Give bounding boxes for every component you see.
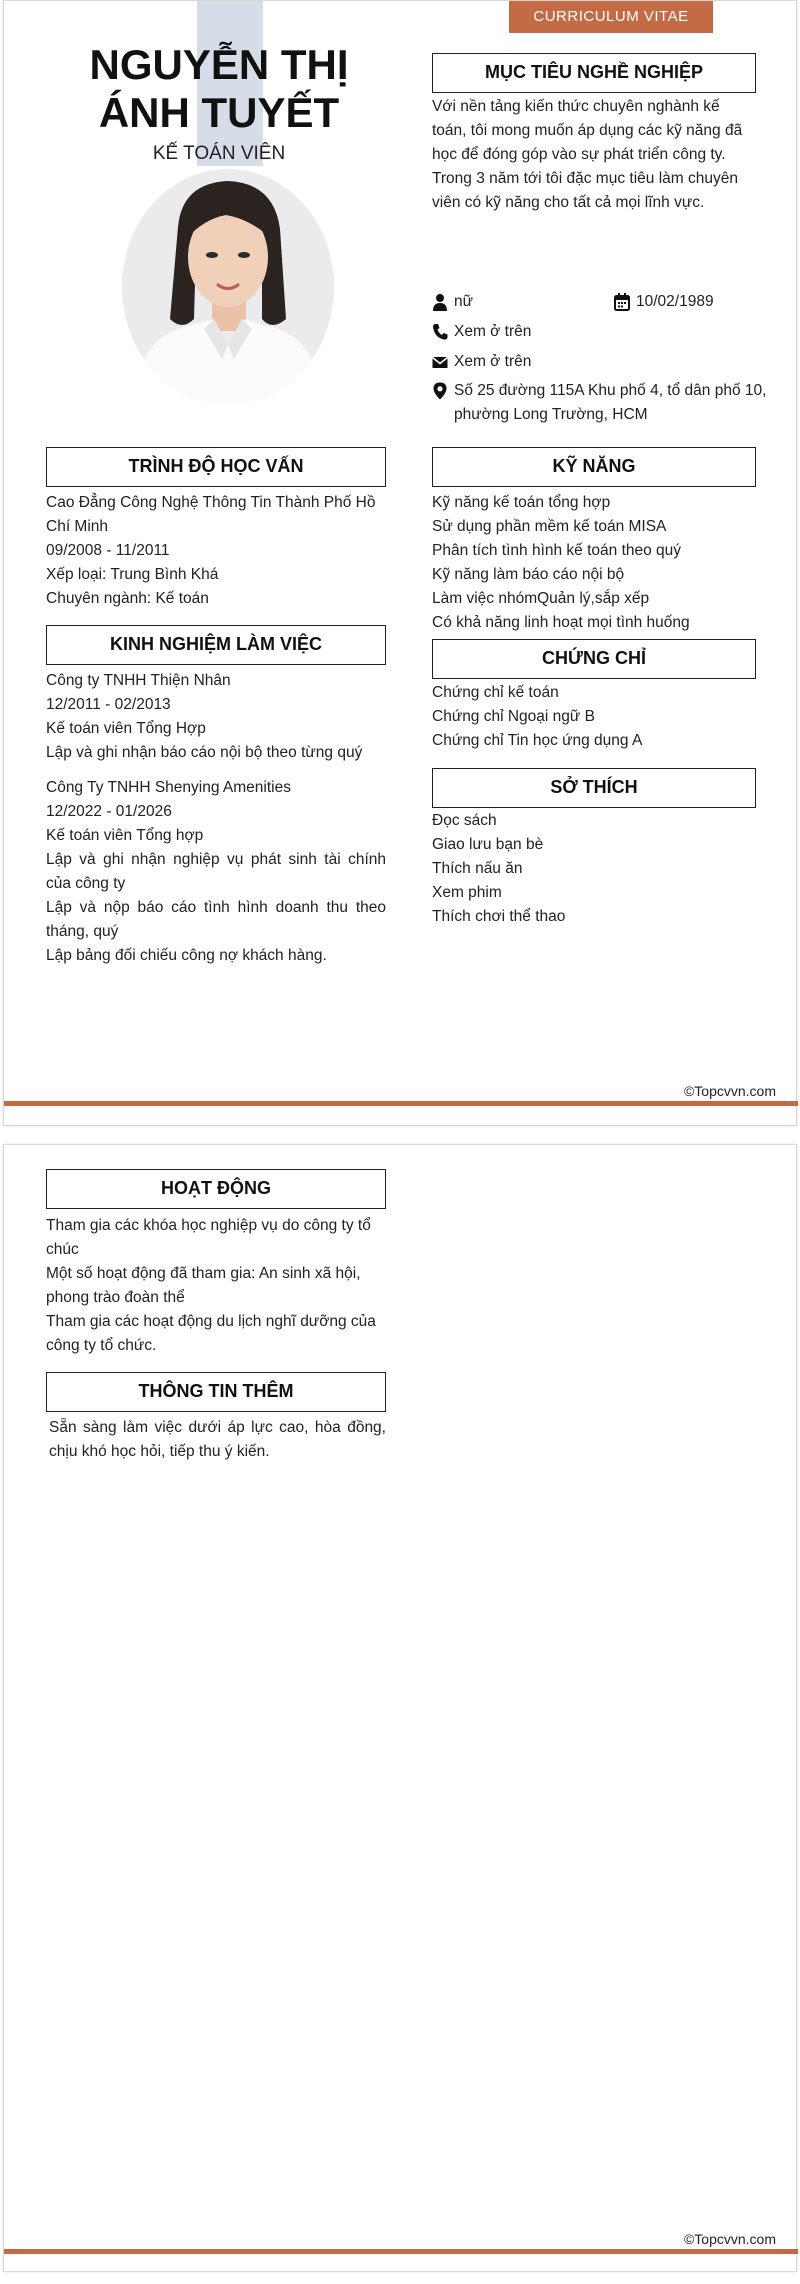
job-position: Kế toán viên Tổng Hợp [46, 720, 206, 737]
education-period: 09/2008 - 11/2011 [46, 542, 170, 559]
hobbies-heading: SỞ THÍCH [432, 768, 756, 808]
footer-rule [4, 2249, 798, 2254]
certificates-list [432, 681, 772, 753]
education-heading: TRÌNH ĐỘ HỌC VẤN [46, 447, 386, 487]
certificate-item: Chứng chỉ Ngoại ngữ B [432, 708, 595, 725]
job-period: 12/2022 - 01/2026 [46, 803, 172, 820]
job-duty: Lập và nộp báo cáo tình hình doanh thu theo tháng, quý [46, 899, 386, 940]
cv-page-1 [3, 0, 797, 1126]
hobby-item: Giao lưu bạn bè [432, 836, 544, 853]
job-title: KẾ TOÁN VIÊN [152, 143, 286, 164]
skill-item: Sử dụng phần mềm kế toán MISA [432, 518, 667, 535]
footer-brand: ©Topcvvn.com [683, 2231, 776, 2247]
objective-text: Với nền tảng kiến thức chuyên nghành kế toán, tôi mong muốn áp dụng các kỹ năng đã học để đóng góp vào sự phát triển công ty. Trong 3 năm tới tôi đặc mục tiêu làm chuyên viên có kỹ năng cho tất cả mọi lĩnh vực. [432, 98, 743, 211]
skills-list [432, 491, 772, 635]
footer-brand: ©Topcvvn.com [683, 1083, 776, 1099]
hobbies-list [432, 809, 772, 929]
education-school: Cao Đẳng Công Nghệ Thông Tin Thành Phố Hồ Chí Minh [46, 494, 376, 535]
phone-icon [432, 323, 448, 341]
skill-item: Phân tích tình hình kế toán theo quý [432, 542, 682, 559]
experience-heading: KINH NGHIỆM LÀM VIỆC [46, 625, 386, 665]
certificate-item: Chứng chỉ kế toán [432, 684, 559, 701]
phone-value: Xem ở trên [454, 323, 532, 340]
map-pin-icon [432, 382, 448, 400]
hobby-item: Xem phim [432, 884, 502, 901]
dob-value: 10/02/1989 [636, 293, 714, 310]
job-duty: Lập bảng đối chiếu công nợ khách hàng. [46, 947, 327, 964]
skill-item: Kỹ năng kế toán tổng hợp [432, 494, 611, 511]
activities-list [46, 1214, 386, 1358]
job-company: Công ty TNHH Thiện Nhân [46, 672, 231, 689]
job-position: Kế toán viên Tổng hợp [46, 827, 204, 844]
job-company: Công Ty TNHH Shenying Amenities [46, 779, 291, 796]
hobby-item: Thích chơi thể thao [432, 908, 566, 925]
additional-info-heading: THÔNG TIN THÊM [46, 1372, 386, 1412]
hobby-item: Thích nấu ăn [432, 860, 523, 877]
activity-item: Một số hoạt động đã tham gia: An sinh xã hội, phong trào đoàn thể [46, 1265, 361, 1306]
skill-item: Có khả năng linh hoạt mọi tình huống [432, 614, 690, 631]
experience-job-1 [46, 669, 386, 765]
candidate-name: NGUYỄN THỊ ÁNH TUYẾT [89, 41, 349, 136]
certificates-heading: CHỨNG CHỈ [432, 639, 756, 679]
education-block [46, 491, 386, 611]
job-period: 12/2011 - 02/2013 [46, 696, 171, 713]
skills-heading: KỸ NĂNG [432, 447, 756, 487]
hobby-item: Đọc sách [432, 812, 497, 829]
phone-row [432, 320, 732, 344]
person-icon [432, 293, 448, 311]
cv-tab: CURRICULUM VITAE [509, 1, 713, 33]
calendar-icon [614, 293, 630, 311]
activities-heading: HOẠT ĐỘNG [46, 1169, 386, 1209]
additional-info-text: Sẵn sàng làm việc dưới áp lực cao, hòa đồng, chịu khó học hỏi, tiếp thu ý kiến. [49, 1419, 386, 1460]
dob-row [614, 290, 764, 314]
envelope-icon [432, 353, 448, 371]
profile-photo [122, 169, 334, 405]
job-duty: Lập và ghi nhận báo cáo nội bộ theo từng quý [46, 744, 363, 761]
experience-job-2 [46, 776, 386, 968]
email-row [432, 350, 732, 374]
email-value: Xem ở trên [454, 353, 532, 370]
education-grade: Xếp loại: Trung Bình Khá [46, 566, 219, 583]
skill-item: Làm việc nhómQuản lý,sắp xếp [432, 590, 650, 607]
certificate-item: Chứng chỉ Tin học ứng dụng A [432, 732, 643, 749]
footer-rule [4, 1101, 798, 1106]
gender-value: nữ [454, 293, 473, 310]
cv-page-2 [3, 1144, 797, 2272]
gender-row [432, 290, 582, 314]
address-value: Số 25 đường 115A Khu phố 4, tổ dân phố 10, phường Long Trường, HCM [454, 382, 767, 423]
job-duty: Lập và ghi nhận nghiệp vụ phát sinh tài chính của công ty [46, 851, 386, 892]
activity-item: Tham gia các khóa học nghiệp vụ do công ty tổ chúc [46, 1217, 371, 1258]
objective-heading: MỤC TIÊU NGHỀ NGHIỆP [432, 53, 756, 93]
activity-item: Tham gia các hoạt động du lịch nghĩ dưỡng của công ty tổ chức. [46, 1313, 376, 1354]
skill-item: Kỹ năng làm báo cáo nội bộ [432, 566, 625, 583]
address-row [432, 379, 772, 427]
education-major: Chuyên ngành: Kế toán [46, 590, 209, 607]
